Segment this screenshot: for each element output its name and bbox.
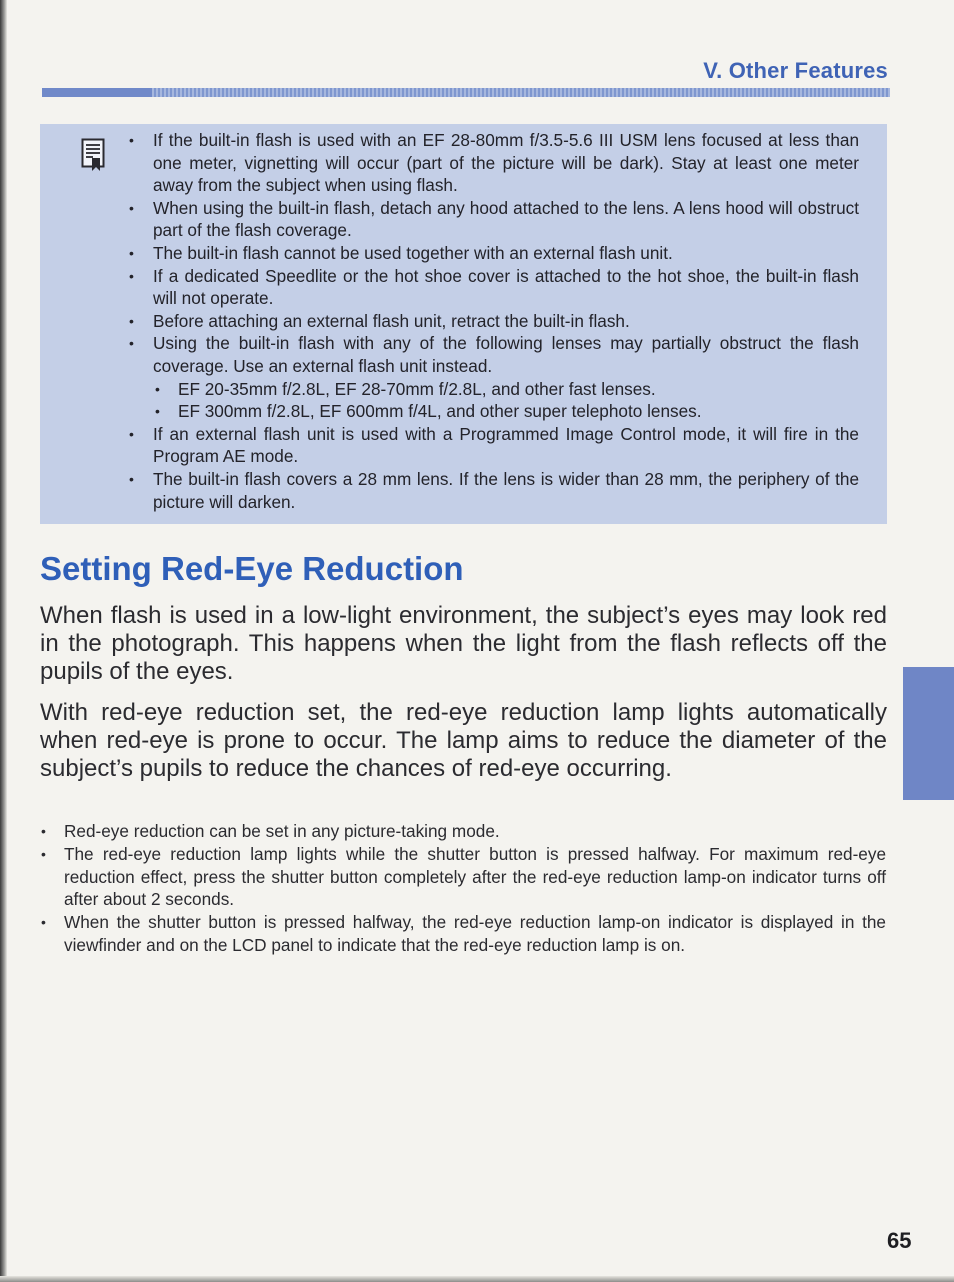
section-title: Setting Red-Eye Reduction: [40, 550, 464, 587]
note-item-with-sublist: [128, 332, 859, 422]
tip-item: • Red-eye reduction can be set in any picture-taking mode.: [40, 820, 886, 843]
page-number: 65: [887, 1228, 912, 1253]
body-paragraph: When flash is used in a low-light environment, the subject’s eyes may look red in the photograph. This happens when the light from the flash reflects off the pupils of the eyes.: [40, 602, 887, 685]
chapter-thumb-tab: [903, 667, 954, 800]
lens-sub-list: [153, 378, 859, 423]
note-item: • If a dedicated Speedlite or the hot shoe cover is attached to the hot shoe, the built-in flash will not operate.: [128, 265, 859, 310]
section-header: V. Other Features: [703, 58, 888, 83]
page-bottom-edge: [0, 1276, 954, 1282]
note-item: • If the built-in flash is used with an EF 28-80mm f/3.5-5.6 III USM lens focused at less than one meter, vignetting will occur (part of the picture will be dark). Stay at least one meter away from the subject when using flash.: [128, 129, 859, 197]
note-item-text: Using the built-in flash with any of the following lenses may partially obstruct the flash coverage. Use an external flash unit instead.: [153, 333, 859, 376]
header-rule: [42, 88, 890, 97]
note-item: • The built-in flash cannot be used together with an external flash unit.: [128, 242, 859, 265]
note-item: • The built-in flash covers a 28 mm lens. If the lens is wider than 28 mm, the periphery of the picture will darken.: [128, 468, 859, 513]
note-list: [128, 129, 859, 513]
note-item: • Before attaching an external flash unit, retract the built-in flash.: [128, 310, 859, 333]
sub-list-item: • EF 20-35mm f/2.8L, EF 28-70mm f/2.8L, and other fast lenses.: [153, 378, 859, 401]
note-item: • When using the built-in flash, detach any hood attached to the lens. A lens hood will obstruct part of the flash coverage.: [128, 197, 859, 242]
tips-list: [40, 820, 886, 957]
tip-item: • The red-eye reduction lamp lights while the shutter button is pressed halfway. For maximum red-eye reduction effect, press the shutter button completely after the red-eye reduction lamp-on indicator turns off after about 2 seconds.: [40, 843, 886, 911]
note-item: • If an external flash unit is used with a Programmed Image Control mode, it will fire in the Program AE mode.: [128, 423, 859, 468]
page-binding-edge: [0, 0, 7, 1282]
tip-item: • When the shutter button is pressed halfway, the red-eye reduction lamp-on indicator is displayed in the viewfinder and on the LCD panel to indicate that the red-eye reduction lamp is on.: [40, 911, 886, 957]
sub-list-item: • EF 300mm f/2.8L, EF 600mm f/4L, and other super telephoto lenses.: [153, 400, 859, 423]
body-paragraph: With red-eye reduction set, the red-eye reduction lamp lights automatically when red-eye is prone to occur. The lamp aims to reduce the diameter of the subject’s pupils to reduce the chances of red-eye occurring.: [40, 699, 887, 782]
memo-icon: [81, 138, 105, 172]
